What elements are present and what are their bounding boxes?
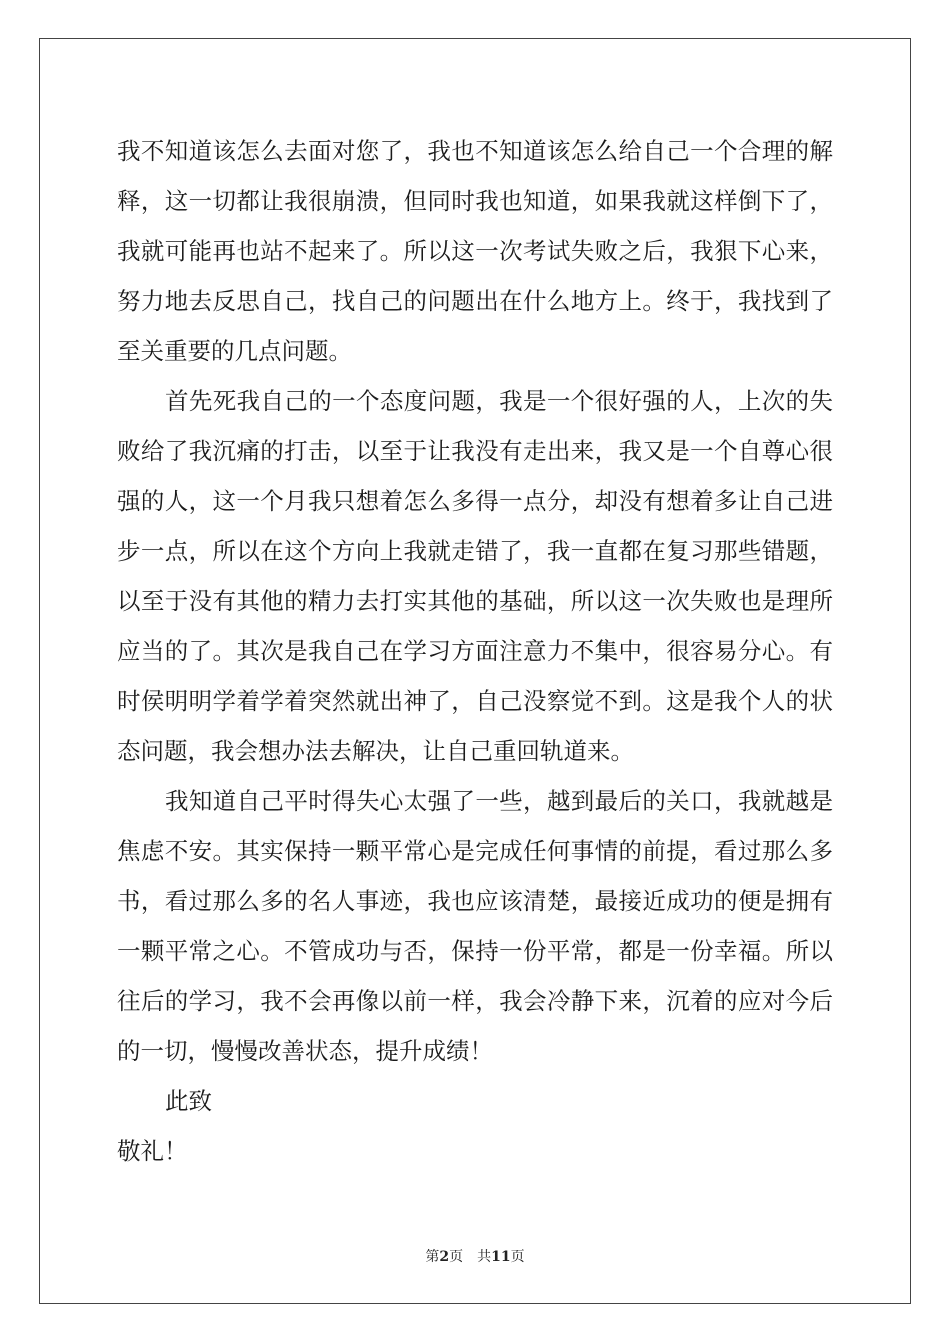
text-line: 努力地去反思自己，找自己的问题出在什么地方上。终于，我找到了 xyxy=(117,287,833,315)
text-line: 我知道自己平时得失心太强了一些，越到最后的关口，我就越是 xyxy=(165,787,833,815)
paragraph xyxy=(117,376,833,776)
text-line: 的一切，慢慢改善状态，提升成绩！ xyxy=(117,1037,493,1065)
text-line: 焦虑不安。其实保持一颗平常心是完成任何事情的前提，看过那么多 xyxy=(117,837,833,865)
page-unit: 页 xyxy=(449,1249,464,1265)
text-line: 败给了我沉痛的打击，以至于让我没有走出来，我又是一个自尊心很 xyxy=(117,437,833,465)
closing-salutation: 此致 xyxy=(165,1087,212,1115)
total-label: 共 xyxy=(477,1249,492,1265)
total-unit: 页 xyxy=(510,1249,525,1265)
total-pages: 11 xyxy=(491,1249,511,1265)
text-line: 以至于没有其他的精力去打实其他的基础，所以这一次失败也是理所 xyxy=(117,587,833,615)
text-line: 我不知道该怎么去面对您了，我也不知道该怎么给自己一个合理的解 xyxy=(117,137,833,165)
page-label: 第 xyxy=(425,1249,440,1265)
text-line: 释，这一切都让我很崩溃，但同时我也知道，如果我就这样倒下了， xyxy=(117,187,833,215)
text-line: 往后的学习，我不会再像以前一样，我会冷静下来，沉着的应对今后 xyxy=(117,987,833,1015)
paragraph xyxy=(117,776,833,1076)
text-line: 态问题，我会想办法去解决，让自己重回轨道来。 xyxy=(117,737,634,765)
letter-body xyxy=(117,126,833,1176)
text-line: 书，看过那么多的名人事迹，我也应该清楚，最接近成功的便是拥有 xyxy=(117,887,833,915)
text-line: 时侯明明学着学着突然就出神了，自己没察觉不到。这是我个人的状 xyxy=(117,687,833,715)
text-line: 一颗平常之心。不管成功与否，保持一份平常，都是一份幸福。所以 xyxy=(117,937,833,965)
text-line: 首先死我自己的一个态度问题，我是一个很好强的人，上次的失 xyxy=(165,387,833,415)
paragraph xyxy=(117,126,833,376)
closing-regards: 敬礼！ xyxy=(117,1137,188,1165)
text-line: 步一点，所以在这个方向上我就走错了，我一直都在复习那些错题， xyxy=(117,537,833,565)
page-footer xyxy=(0,1246,950,1266)
text-line: 强的人，这一个月我只想着怎么多得一点分，却没有想着多让自己进 xyxy=(117,487,833,515)
text-line: 我就可能再也站不起来了。所以这一次考试失败之后，我狠下心来， xyxy=(117,237,833,265)
text-line: 至关重要的几点问题。 xyxy=(117,337,352,365)
page-number: 2 xyxy=(439,1249,450,1265)
text-line: 应当的了。其次是我自己在学习方面注意力不集中，很容易分心。有 xyxy=(117,637,833,665)
